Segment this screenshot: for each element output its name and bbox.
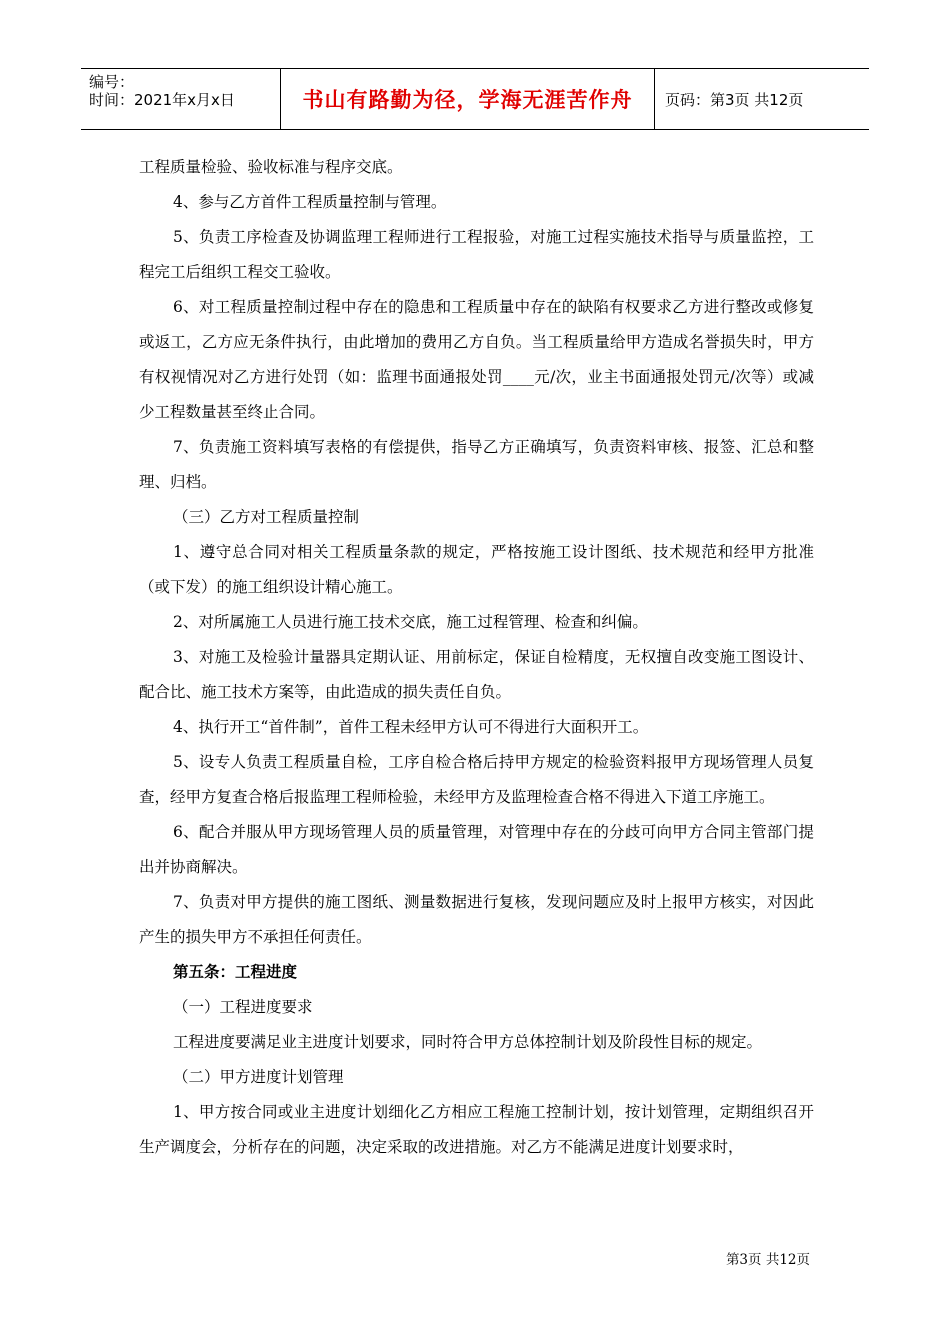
paragraph: 4、参与乙方首件工程质量控制与管理。 xyxy=(173,193,447,211)
paragraph: 工程进度要满足业主进度计划要求，同时符合甲方总体控制计划及阶段性目标的规定。 xyxy=(173,1033,763,1051)
paragraph: 7、负责对甲方提供的施工图纸、测量数据进行复核，发现问题应及时上报甲方核实，对因此产生的损失甲方不承担任何责任。 xyxy=(139,893,814,946)
section-heading: （一）工程进度要求 xyxy=(173,998,313,1016)
paragraph: 1、甲方按合同或业主进度计划细化乙方相应工程施工控制计划，按计划管理，定期组织召开生产调度会，分析存在的问题，决定采取的改进措施。对乙方不能满足进度计划要求时， xyxy=(139,1103,814,1156)
paragraph: 5、设专人负责工程质量自检，工序自检合格后持甲方规定的检验资料报甲方现场管理人员复查，经甲方复查合格后报监理工程师检验，未经甲方及监理检查合格不得进入下道工序施工。 xyxy=(139,753,814,806)
header-meta xyxy=(81,69,281,129)
paragraph: 7、负责施工资料填写表格的有偿提供，指导乙方正确填写，负责资料审核、报签、汇总和整理、归档。 xyxy=(139,438,814,491)
document-body xyxy=(139,150,814,1165)
section-heading: （二）甲方进度计划管理 xyxy=(173,1068,344,1086)
paragraph: 6、对工程质量控制过程中存在的隐患和工程质量中存在的缺陷有权要求乙方进行整改或修复或返工，乙方应无条件执行，由此增加的费用乙方自负。当工程质量给甲方造成名誉损失时，甲方有权视情况对乙方进行处罚（如：监理书面通报处罚____元/次，业主书面通报处罚元/次等）或减少工程数量甚至终止合同。 xyxy=(139,298,814,421)
document-header xyxy=(81,68,869,130)
date-line: 时间：2021年x月x日 xyxy=(89,91,235,109)
section-heading: （三）乙方对工程质量控制 xyxy=(173,508,360,526)
header-page-info: 页码：第3页 共12页 xyxy=(665,90,804,109)
paragraph: 1、遵守总合同对相关工程质量条款的规定，严格按施工设计图纸、技术规范和经甲方批准（或下发）的施工组织设计精心施工。 xyxy=(139,543,814,596)
paragraph: 3、对施工及检验计量器具定期认证、用前标定，保证自检精度，无权擅自改变施工图设计、配合比、施工技术方案等，由此造成的损失责任自负。 xyxy=(139,648,814,701)
paragraph: 6、配合并服从甲方现场管理人员的质量管理，对管理中存在的分歧可向甲方合同主管部门提出并协商解决。 xyxy=(139,823,814,876)
article-heading: 第五条：工程进度 xyxy=(173,963,298,981)
page-footer: 第3页 共12页 xyxy=(725,1252,810,1268)
paragraph: 4、执行开工“首件制”，首件工程未经甲方认可不得进行大面积开工。 xyxy=(173,718,649,736)
paragraph: 2、对所属施工人员进行施工技术交底，施工过程管理、检查和纠偏。 xyxy=(173,613,648,631)
paragraph: 工程质量检验、验收标准与程序交底。 xyxy=(139,158,403,176)
header-motto: 书山有路勤为径，学海无涯苦作舟 xyxy=(281,69,655,129)
paragraph: 5、负责工序检查及协调监理工程师进行工程报验，对施工过程实施技术指导与质量监控，工程完工后组织工程交工验收。 xyxy=(139,228,814,281)
serial-label: 编号： xyxy=(89,73,135,91)
